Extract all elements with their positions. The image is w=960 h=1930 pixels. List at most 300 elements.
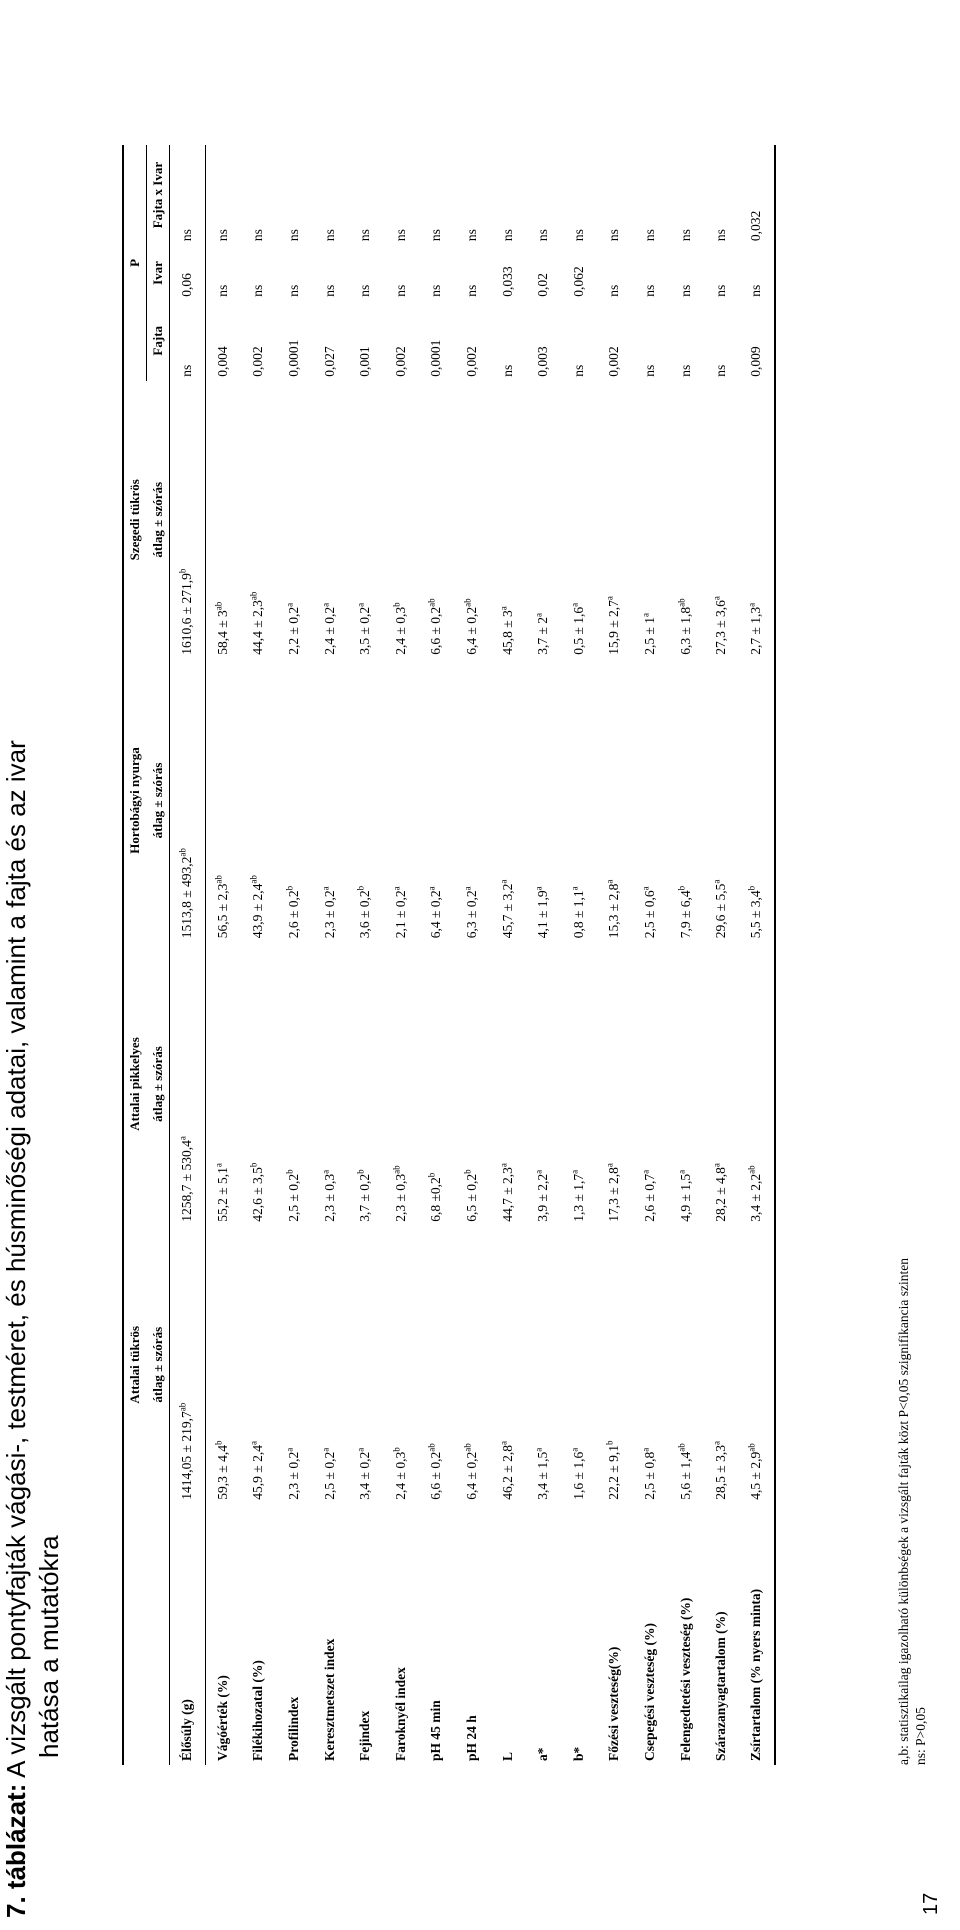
significance-letter: ab [213, 875, 224, 884]
value-cell [347, 381, 383, 659]
significance-letter: ab [746, 1443, 757, 1452]
value-text: 2,3 ± 0,2 [321, 890, 337, 939]
value-text: 7,9 ± 6,4 [677, 890, 693, 939]
significance-letter: a [213, 1163, 224, 1168]
value-text: 45,7 ± 3,2 [499, 883, 515, 939]
p-value-cell: ns [392, 229, 408, 242]
note-ns: ns: P>0,05 [913, 1707, 928, 1765]
p-value-cell: ns [677, 284, 693, 297]
value-text: 46,2 ± 2,8 [499, 1445, 515, 1500]
p-value-cell: ns [250, 284, 266, 297]
significance-letter: a [177, 1136, 188, 1141]
value-text: 1414,05 ± 219,7 [179, 1411, 195, 1500]
value-cell [525, 659, 561, 943]
value-text: 2,3 ± 0,3 [321, 1173, 337, 1222]
significance-letter: b [746, 885, 757, 891]
value-cell [276, 942, 312, 1226]
value-text: 2,6 ± 0,2 [286, 890, 302, 939]
value-cell [739, 942, 775, 1226]
header-szegedi-tukros: Szegedi tükrös [123, 381, 147, 659]
value-cell [347, 1226, 383, 1504]
p-value-cell: 0,062 [570, 266, 586, 297]
value-text: 6,6 ± 0,2 [428, 1451, 444, 1500]
table-row [561, 145, 597, 1765]
row-label: Élősúly (g) [170, 1504, 206, 1765]
significance-letter: a [498, 1163, 509, 1168]
value-cell [276, 1226, 312, 1504]
p-value-cell: ns [713, 364, 729, 377]
row-label: Keresztmetszet index [321, 1638, 337, 1761]
value-cell [454, 942, 490, 1226]
significance-letter: b [284, 1169, 295, 1174]
table-row [170, 145, 206, 1765]
value-cell [347, 942, 383, 1226]
value-cell [276, 659, 312, 943]
p-value-cell: 0,002 [392, 346, 408, 377]
value-cell [739, 381, 775, 659]
p-value-cell: 0,06 [170, 245, 206, 301]
value-text: 2,5 ± 0,8 [642, 1451, 658, 1500]
p-value-cell: 0,002 [606, 346, 622, 377]
header-attalai-tukros: Attalai tükrös [123, 1226, 147, 1504]
row-label: Profilindex [286, 1696, 302, 1761]
table-row [419, 145, 455, 1765]
significance-letter: a [676, 1169, 687, 1174]
row-label: b* [570, 1746, 586, 1761]
p-value-cell: ns [499, 229, 515, 242]
value-cell [205, 381, 241, 659]
value-text: 59,3 ± 4,4 [215, 1445, 231, 1500]
p-value-cell: 0,002 [464, 346, 480, 377]
row-label: Felengedtetési veszteség (%) [677, 1597, 693, 1761]
p-value-cell: 0,003 [535, 346, 551, 377]
header-empty [123, 1504, 147, 1765]
significance-letter: b [284, 885, 295, 891]
significance-letter: a [533, 1447, 544, 1452]
value-text: 2,5 ± 0,2 [321, 1451, 337, 1500]
value-text: 2,1 ± 0,2 [392, 890, 408, 939]
significance-letter: a [640, 612, 651, 617]
table-row [241, 145, 277, 1765]
significance-letter: a [462, 886, 473, 891]
significance-letter: ab [248, 591, 259, 601]
p-value-cell: ns [570, 364, 586, 377]
value-text: 4,9 ± 1,5 [677, 1173, 693, 1222]
value-cell [739, 1226, 775, 1504]
value-cell [490, 1226, 526, 1504]
value-cell [241, 1226, 277, 1504]
value-cell [668, 381, 704, 659]
value-cell [703, 381, 739, 659]
p-value-cell: ns [499, 364, 515, 377]
value-text: 6,4 ± 0,2 [464, 606, 480, 655]
significance-letter: ab [746, 1165, 757, 1174]
p-value-cell: ns [677, 229, 693, 242]
table-row [703, 145, 739, 1765]
value-text: 3,6 ± 0,2 [357, 890, 373, 939]
significance-letter: ab [213, 601, 224, 611]
header-hortobagyi-nyurga: Hortobágyi nyurga [123, 659, 147, 943]
significance-letter: a [498, 1441, 509, 1446]
significance-letter: b [676, 885, 687, 891]
value-cell [454, 1226, 490, 1504]
value-text: 55,2 ± 5,1 [215, 1167, 231, 1222]
p-value-cell: ns [642, 229, 658, 242]
value-cell [170, 381, 206, 659]
value-text: 1258,7 ± 530,4 [179, 1140, 195, 1222]
value-text: 6,3 ± 1,8 [677, 606, 693, 655]
value-cell [419, 381, 455, 659]
value-text: 22,2 ± 9,1 [606, 1445, 622, 1500]
value-text: 44,7 ± 2,3 [499, 1167, 515, 1222]
significance-letter: ab [676, 598, 687, 607]
value-cell [241, 942, 277, 1226]
value-cell [597, 1226, 633, 1504]
header-stat: átlag ± szórás [147, 942, 170, 1226]
significance-letter: ab [177, 848, 188, 857]
p-value-cell: ns [357, 229, 373, 242]
table-row [276, 145, 312, 1765]
p-value-cell: ns [428, 284, 444, 297]
p-value-cell: ns [321, 284, 337, 297]
value-text: 5,5 ± 3,4 [748, 890, 764, 939]
significance-letter: a [711, 879, 722, 884]
p-value-cell: ns [570, 229, 586, 242]
value-text: 56,5 ± 2,3 [215, 883, 231, 939]
value-cell [383, 942, 419, 1226]
value-text: 15,9 ± 2,7 [606, 600, 622, 655]
value-text: 2,4 ± 0,3 [392, 606, 408, 655]
value-cell [419, 1226, 455, 1504]
table-row [490, 145, 526, 1765]
header-fajta-x-ivar: Fajta x Ivar [147, 145, 170, 245]
caption-label: 7. táblázat: [1, 1783, 31, 1918]
significance-letter: a [533, 1169, 544, 1174]
header-empty-2 [147, 1504, 170, 1765]
value-text: 4,5 ± 2,9 [748, 1451, 764, 1500]
significance-letter: a [711, 596, 722, 601]
value-text: 2,4 ± 0,2 [321, 606, 337, 655]
table-notes [895, 365, 929, 1765]
value-text: 3,4 ± 0,2 [357, 1451, 373, 1500]
row-label: Vágóérték (%) [215, 1675, 231, 1761]
significance-letter: a [355, 1447, 366, 1452]
value-cell [241, 659, 277, 943]
p-value-cell: 0,027 [321, 346, 337, 377]
value-cell [525, 942, 561, 1226]
value-cell [703, 659, 739, 943]
value-text: 28,2 ± 4,8 [713, 1167, 729, 1222]
value-cell [561, 942, 597, 1226]
value-cell [419, 659, 455, 943]
value-text: 3,4 ± 2,2 [748, 1173, 764, 1222]
table-row [632, 145, 668, 1765]
value-cell [739, 659, 775, 943]
value-text: 2,5 ± 1 [642, 616, 658, 655]
significance-letter: a [640, 1169, 651, 1174]
table-row [739, 145, 775, 1765]
row-label: Csepegési veszteség (%) [642, 1623, 658, 1761]
value-text: 28,5 ± 3,3 [713, 1445, 729, 1500]
p-value-cell: 0,033 [499, 266, 515, 297]
significance-letter: a [248, 1441, 259, 1446]
value-cell [668, 1226, 704, 1504]
value-text: 1610,6 ± 271,9 [179, 573, 195, 655]
value-text: 0,8 ± 1,1 [570, 890, 586, 939]
significance-letter: b [213, 1440, 224, 1446]
significance-letter: a [320, 1169, 331, 1174]
row-label: Filékihozatal (%) [250, 1660, 266, 1761]
value-text: 1,3 ± 1,7 [570, 1173, 586, 1222]
value-cell [383, 1226, 419, 1504]
value-text: 42,6 ± 3,5 [250, 1167, 266, 1222]
value-text: 6,6 ± 0,2 [428, 606, 444, 655]
significance-letter: ab [248, 875, 259, 884]
value-cell [490, 381, 526, 659]
value-text: 3,4 ± 1,5 [535, 1451, 551, 1500]
header-stat: átlag ± szórás [147, 659, 170, 943]
p-value-cell: ns [428, 229, 444, 242]
value-cell [703, 942, 739, 1226]
p-value-cell: ns [606, 229, 622, 242]
significance-letter: b [177, 568, 188, 574]
value-text: 6,3 ± 0,2 [464, 890, 480, 939]
value-cell [597, 659, 633, 943]
value-cell [454, 381, 490, 659]
value-cell [454, 659, 490, 943]
value-cell [419, 942, 455, 1226]
significance-letter: b [426, 1172, 437, 1178]
significance-letter: a [391, 886, 402, 891]
p-value-cell: ns [392, 284, 408, 297]
table-header-sub [147, 145, 170, 1765]
p-value-cell: 0,032 [739, 145, 775, 245]
significance-letter: a [533, 886, 544, 891]
significance-letter: a [569, 602, 580, 607]
value-text: 3,7 ± 0,2 [357, 1173, 373, 1222]
header-attalai-pikkelyes: Attalai pikkelyes [123, 942, 147, 1226]
significance-letter: a [604, 596, 615, 601]
significance-letter: a [640, 1447, 651, 1452]
caption-text-line2: hatása a mutatókra [34, 1535, 64, 1758]
p-value-cell: ns [713, 284, 729, 297]
table-header-groups [123, 145, 147, 1765]
value-text: 2,2 ± 0,2 [286, 606, 302, 655]
table-row [454, 145, 490, 1765]
table-row [597, 145, 633, 1765]
significance-letter: a [640, 886, 651, 891]
value-cell [205, 659, 241, 943]
significance-letter: a [711, 1441, 722, 1446]
value-cell [525, 381, 561, 659]
p-value-cell: ns [464, 229, 480, 242]
p-value-cell: ns [642, 364, 658, 377]
value-cell [597, 381, 633, 659]
p-value-cell: ns [215, 284, 231, 297]
value-text: 6,5 ± 0,2 [464, 1173, 480, 1222]
value-cell [383, 381, 419, 659]
significance-letter: ab [426, 1443, 437, 1452]
value-cell [205, 1226, 241, 1504]
p-value-cell: ns [642, 284, 658, 297]
header-fajta: Fajta [147, 301, 170, 381]
significance-letter: b [355, 885, 366, 891]
p-value-cell: ns [215, 229, 231, 242]
value-text: 3,9 ± 2,2 [535, 1173, 551, 1222]
significance-letter: b [248, 1162, 259, 1168]
significance-letter: a [604, 1163, 615, 1168]
significance-letter: b [355, 1169, 366, 1174]
significance-letter: a [533, 612, 544, 617]
significance-letter: a [320, 886, 331, 891]
header-p: P [123, 145, 147, 381]
value-cell [632, 659, 668, 943]
row-label: L [499, 1751, 515, 1761]
value-text: 5,6 ± 1,4 [677, 1451, 693, 1500]
value-text: 6,4 ± 0,2 [428, 890, 444, 939]
significance-letter: a [711, 1163, 722, 1168]
significance-letter: b [391, 602, 402, 607]
header-stat: átlag ± szórás [147, 1226, 170, 1504]
header-ivar: Ivar [147, 245, 170, 301]
significance-letter: a [569, 1169, 580, 1174]
p-value-cell: 0,009 [739, 301, 775, 381]
row-label: Faroknyél index [392, 1667, 408, 1761]
value-text: 2,3 ± 0,2 [286, 1451, 302, 1500]
significance-letter: a [569, 1447, 580, 1452]
value-cell [170, 659, 206, 943]
value-cell [241, 381, 277, 659]
row-label: Fejindex [357, 1710, 373, 1761]
significance-letter: b [462, 1169, 473, 1174]
value-text: 4,1 ± 1,9 [535, 890, 551, 939]
significance-letter: a [498, 606, 509, 611]
value-text: 1,6 ± 1,6 [570, 1451, 586, 1500]
header-stat: átlag ± szórás [147, 381, 170, 659]
significance-letter: a [320, 602, 331, 607]
table-row [383, 145, 419, 1765]
table-row [525, 145, 561, 1765]
row-label: a* [535, 1747, 551, 1761]
value-text: 27,3 ± 3,6 [713, 600, 729, 655]
significance-letter: a [426, 886, 437, 891]
value-cell [312, 659, 348, 943]
table-row [347, 145, 383, 1765]
significance-letter: a [569, 886, 580, 891]
significance-letter: a [355, 602, 366, 607]
value-cell [276, 381, 312, 659]
significance-letter: ab [676, 1443, 687, 1452]
value-text: 2,3 ± 0,3 [392, 1173, 408, 1222]
value-cell [490, 659, 526, 943]
value-cell [490, 942, 526, 1226]
value-cell [170, 1226, 206, 1504]
value-cell [668, 942, 704, 1226]
significance-letter: a [498, 879, 509, 884]
value-cell [703, 1226, 739, 1504]
significance-letter: a [284, 1447, 295, 1452]
value-cell [561, 659, 597, 943]
p-value-cell: ns [739, 245, 775, 301]
value-text: 17,3 ± 2,8 [606, 1167, 622, 1222]
value-cell [561, 1226, 597, 1504]
value-cell [632, 381, 668, 659]
value-cell [312, 942, 348, 1226]
page-number: 17 [920, 1892, 942, 1915]
p-value-cell: ns [286, 229, 302, 242]
value-text: 6,8 ±0,2 [428, 1177, 444, 1222]
row-label: Főzési veszteség(%) [606, 1646, 622, 1761]
significance-letter: a [746, 602, 757, 607]
significance-letter: b [604, 1440, 615, 1446]
value-text: 3,7 ± 2 [535, 616, 551, 655]
value-text: 2,7 ± 1,3 [748, 606, 764, 655]
p-value-cell: ns [286, 284, 302, 297]
table-row [312, 145, 348, 1765]
p-value-cell: ns [321, 229, 337, 242]
p-value-cell: 0,0001 [286, 339, 302, 377]
value-text: 2,6 ± 0,7 [642, 1173, 658, 1222]
table-row [205, 145, 241, 1765]
significance-letter: ab [391, 1165, 402, 1174]
value-text: 29,6 ± 5,5 [713, 883, 729, 939]
value-text: 2,5 ± 0,6 [642, 890, 658, 939]
p-value-cell: ns [357, 284, 373, 297]
p-value-cell: ns [170, 301, 206, 381]
p-value-cell: ns [677, 364, 693, 377]
p-value-cell: 0,001 [357, 346, 373, 377]
value-cell [383, 659, 419, 943]
value-cell [597, 942, 633, 1226]
value-cell [632, 1226, 668, 1504]
value-text: 6,4 ± 0,2 [464, 1451, 480, 1500]
value-text: 2,5 ± 0,2 [286, 1173, 302, 1222]
p-value-cell: 0,02 [535, 273, 551, 297]
row-label: Szárazanyagtartalom (%) [713, 1611, 729, 1761]
value-text: 2,4 ± 0,3 [392, 1451, 408, 1500]
significance-letter: a [284, 602, 295, 607]
value-cell [525, 1226, 561, 1504]
p-value-cell: ns [464, 284, 480, 297]
value-cell [561, 381, 597, 659]
significance-letter: ab [462, 598, 473, 607]
p-value-cell: 0,004 [215, 346, 231, 377]
p-value-cell: ns [170, 145, 206, 245]
value-cell [312, 1226, 348, 1504]
value-text: 43,9 ± 2,4 [250, 883, 266, 939]
note-significance: a,b: statisztikailag igazolható különbségek a vizsgált fajták közt P<0,05 szignifikancia szinten [896, 1258, 911, 1765]
value-text: 45,8 ± 3 [499, 610, 515, 655]
significance-letter: b [391, 1447, 402, 1452]
p-value-cell: ns [250, 229, 266, 242]
p-value-cell: ns [606, 284, 622, 297]
significance-letter: a [320, 1447, 331, 1452]
value-text: 1513,8 ± 493,2 [179, 856, 195, 939]
results-table [122, 145, 776, 1765]
significance-letter: ab [426, 598, 437, 607]
table-caption [0, 38, 66, 1918]
significance-letter: ab [462, 1443, 473, 1452]
value-cell [312, 381, 348, 659]
row-label: pH 24 h [464, 1715, 480, 1761]
p-value-cell: ns [713, 229, 729, 242]
caption-text-line1: A vizsgált pontyfajták vágási-, testméret, és húsminőségi adatai, valamint a fajta és az ivar [1, 740, 31, 1784]
value-text: 44,4 ± 2,3 [250, 600, 266, 655]
p-value-cell: 0,0001 [428, 339, 444, 377]
value-text: 0,5 ± 1,6 [570, 606, 586, 655]
value-text: 3,5 ± 0,2 [357, 606, 373, 655]
value-text: 45,9 ± 2,4 [250, 1445, 266, 1500]
